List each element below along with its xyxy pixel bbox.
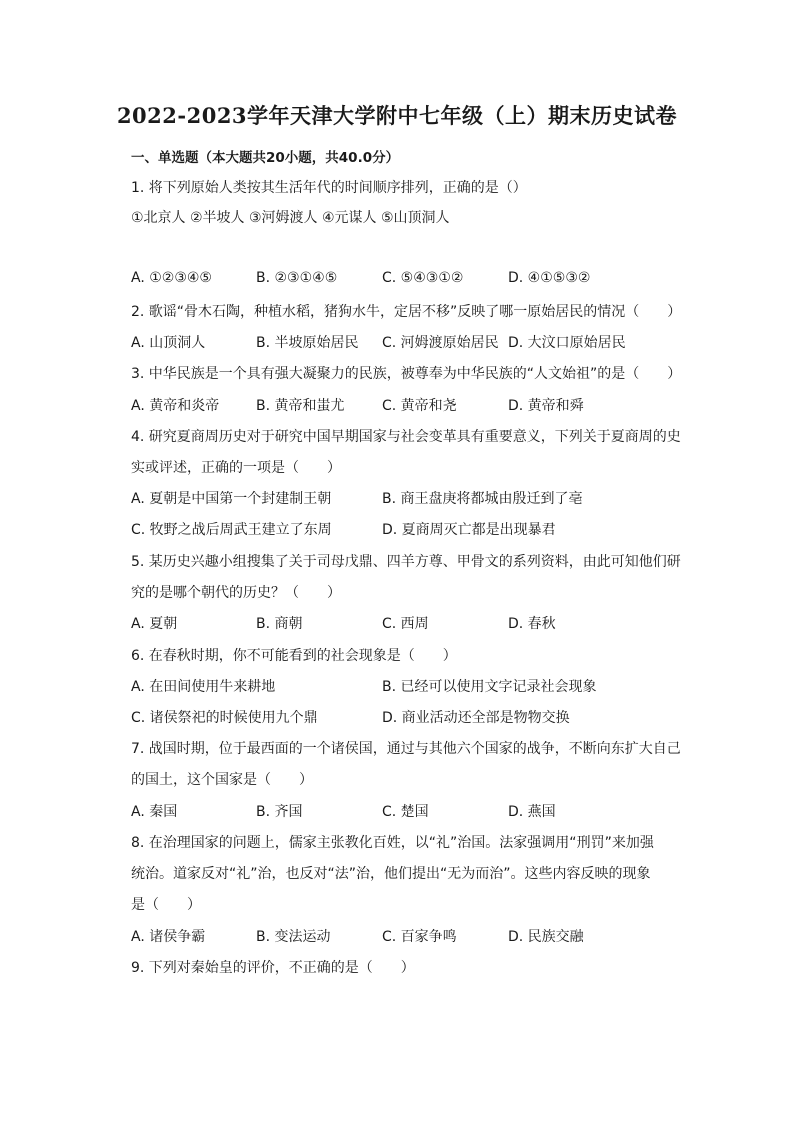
question-1-stem-line-1: 1. 将下列原始人类按其生活年代的时间顺序排列，正确的是（） xyxy=(131,180,527,196)
question-8-stem-line-1: 8. 在治理国家的问题上，儒家主张教化百姓，以“礼”治国。法家强调用“刑罚”来加强 xyxy=(131,835,654,851)
question-2-option-a: A. 山顶洞人 xyxy=(131,335,206,351)
question-4-stem-line-1: 4. 研究夏商周历史对于研究中国早期国家与社会变革具有重要意义，下列关于夏商周的史 xyxy=(131,429,681,445)
question-4-option-a: A. 夏朝是中国第一个封建制王朝 xyxy=(131,491,332,507)
question-6-option-a: A. 在田间使用牛来耕地 xyxy=(131,679,276,695)
question-8-stem-line-2: 统治。道家反对“礼”治，也反对“法”治，他们提出“无为而治”。这些内容反映的现象 xyxy=(131,866,651,882)
question-5-stem-line-1: 5. 某历史兴趣小组搜集了关于司母戊鼎、四羊方尊、甲骨文的系列资料，由此可知他们研 xyxy=(131,554,681,570)
question-8-stem-line-3: 是（ ） xyxy=(131,897,201,913)
question-3-option-a: A. 黄帝和炎帝 xyxy=(131,398,220,414)
question-8-option-d: D. 民族交融 xyxy=(508,929,584,945)
question-7-option-b: B. 齐国 xyxy=(256,804,303,820)
question-2-stem: 2. 歌谣“骨木石陶，种植水稻，猪狗水牛，定居不移”反映了哪一原始居民的情况（ ） xyxy=(131,304,682,320)
question-1-option-b: B. ②③①④⑤ xyxy=(256,270,338,286)
question-4-option-b: B. 商王盘庚将都城由殷迁到了亳 xyxy=(382,491,583,507)
question-1-option-a: A. ①②③④⑤ xyxy=(131,270,212,286)
question-7-option-a: A. 秦国 xyxy=(131,804,178,820)
question-6-option-c: C. 诸侯祭祀的时候使用九个鼎 xyxy=(131,710,318,726)
question-7-option-d: D. 燕国 xyxy=(508,804,556,820)
question-7-option-c: C. 楚国 xyxy=(382,804,429,820)
question-6-option-b: B. 已经可以使用文字记录社会现象 xyxy=(382,679,597,695)
question-5-option-d: D. 春秋 xyxy=(508,616,556,632)
question-6-option-d: D. 商业活动还全部是物物交换 xyxy=(382,710,570,726)
question-8-option-c: C. 百家争鸣 xyxy=(382,929,457,945)
question-5-option-c: C. 西周 xyxy=(382,616,429,632)
question-7-stem-line-1: 7. 战国时期，位于最西面的一个诸侯国，通过与其他六个国家的战争，不断向东扩大自己 xyxy=(131,741,681,757)
question-3-option-d: D. 黄帝和舜 xyxy=(508,398,584,414)
question-5-option-a: A. 夏朝 xyxy=(131,616,178,632)
question-5-stem-line-2: 究的是哪个朝代的历史？（ ） xyxy=(131,585,341,601)
question-2-option-d: D. 大汶口原始居民 xyxy=(508,335,626,351)
question-7-stem-line-2: 的国土，这个国家是（ ） xyxy=(131,772,313,788)
question-4-option-d: D. 夏商周灭亡都是出现暴君 xyxy=(382,522,556,538)
question-1-option-d: D. ④①⑤③② xyxy=(508,270,591,286)
question-9-stem: 9. 下列对秦始皇的评价，不正确的是（ ） xyxy=(131,960,415,976)
question-8-option-b: B. 变法运动 xyxy=(256,929,331,945)
question-3-stem: 3. 中华民族是一个具有强大凝聚力的民族，被尊奉为中华民族的“人文始祖”的是（ ） xyxy=(131,366,682,382)
question-3-option-c: C. 黄帝和尧 xyxy=(382,398,457,414)
question-2-option-b: B. 半坡原始居民 xyxy=(256,335,359,351)
question-3-option-b: B. 黄帝和蚩尤 xyxy=(256,398,345,414)
section-heading: 一、单选题（本大题共20小题，共40.0分） xyxy=(131,150,400,166)
question-1-option-c: C. ⑤④③①② xyxy=(382,270,464,286)
question-1-stem-line-2: ①北京人 ②半坡人 ③河姆渡人 ④元谋人 ⑤山顶洞人 xyxy=(131,210,450,226)
question-5-option-b: B. 商朝 xyxy=(256,616,303,632)
question-2-option-c: C. 河姆渡原始居民 xyxy=(382,335,499,351)
question-8-option-a: A. 诸侯争霸 xyxy=(131,929,206,945)
exam-title: 2022-2023学年天津大学附中七年级（上）期末历史试卷 xyxy=(116,103,678,128)
question-4-option-c: C. 牧野之战后周武王建立了东周 xyxy=(131,522,332,538)
question-6-stem: 6. 在春秋时期，你不可能看到的社会现象是（ ） xyxy=(131,648,457,664)
question-4-stem-line-2: 实或评述，正确的一项是（ ） xyxy=(131,460,341,476)
